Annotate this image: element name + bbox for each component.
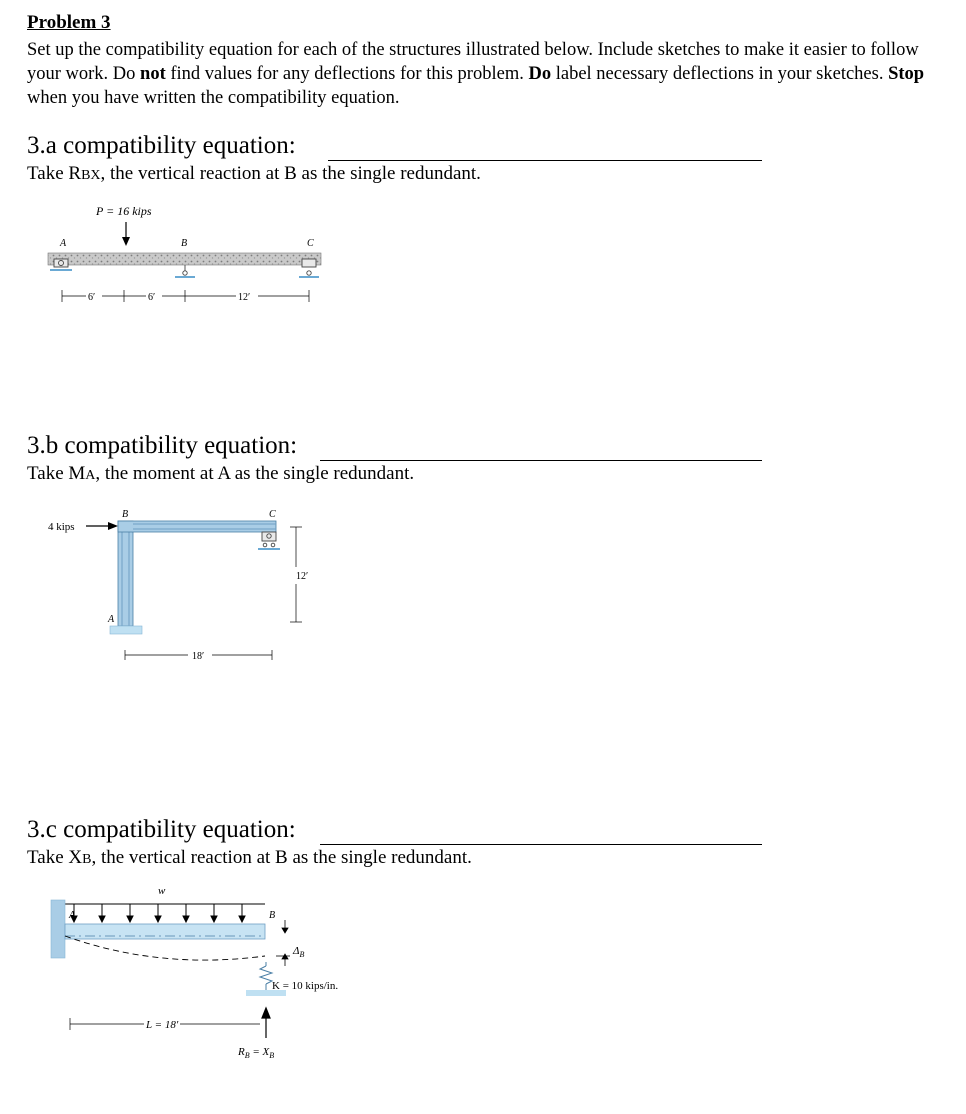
label-b-frame: B	[122, 509, 129, 520]
part-c-answer-line[interactable]	[320, 844, 762, 845]
instructions-bold-not: not	[140, 64, 166, 84]
part-b-redundant-note	[27, 463, 414, 485]
part-c-take-pre: Take X	[27, 847, 83, 868]
part-b-answer-line[interactable]	[320, 460, 762, 461]
roller-support-b	[175, 265, 195, 277]
dimension-6ft-2: 6′	[148, 292, 156, 303]
part-b-heading	[27, 431, 297, 460]
deflected-shape	[65, 936, 265, 960]
part-b-take-pre: Take M	[27, 463, 86, 484]
part-b-heading-text: 3.b compatibility equation:	[27, 432, 298, 459]
part-b-take-post: , the moment at A as the single redundant.	[95, 463, 415, 484]
part-a-take-pre: Take R	[27, 163, 82, 184]
figure-3b-frame	[40, 500, 330, 665]
dimension-18ft-horizontal: 18′	[192, 651, 205, 662]
label-b-cantilever: B	[269, 910, 276, 921]
instructions-text-2: find values for any deflections for this problem.	[165, 64, 529, 84]
delta-subscript: B	[299, 950, 305, 959]
part-c-take-sub: B	[82, 852, 92, 867]
instructions-bold-do: Do	[528, 64, 552, 84]
reaction-sub-b: B	[244, 1051, 250, 1060]
figure-3c-cantilever	[40, 880, 380, 1070]
part-a-take-post: , the vertical reaction at B as the single redundant.	[100, 163, 481, 184]
instructions-text-3: label necessary deflections in your sketches.	[551, 64, 889, 84]
label-a: A	[60, 238, 67, 249]
spring-constant-label: K = 10 kips/in.	[272, 980, 339, 992]
label-a-cantilever: A	[69, 910, 76, 921]
dimension-12ft-vertical: 12′	[296, 571, 309, 582]
load-label-w: w	[158, 885, 166, 897]
part-c-heading-text: 3.c compatibility equation:	[27, 816, 296, 843]
part-c-redundant-note	[27, 847, 472, 869]
reaction-arrow-rb	[262, 1008, 270, 1038]
distributed-load	[65, 904, 265, 922]
instructions-text-1: Set up the compatibility equation for each of the structures illustrated below. Include sketches to make it easier to follow your work. Do	[27, 40, 919, 84]
horizontal-load-arrow	[86, 522, 118, 530]
instructions-text-4: when you have written the compatibility equation.	[27, 88, 400, 108]
label-b: B	[181, 238, 188, 249]
figure-3a-beam	[40, 200, 340, 315]
reaction-r: R	[238, 1046, 245, 1058]
roller-support-c-frame	[258, 532, 280, 549]
reaction-label	[237, 1046, 274, 1060]
part-a-heading	[27, 131, 296, 160]
problem-title: Problem 3	[27, 12, 111, 33]
delta-b-label	[292, 945, 304, 959]
reaction-equals-x: = X	[249, 1046, 270, 1058]
dimension-6ft-1: 6′	[88, 292, 96, 303]
label-c: C	[307, 238, 314, 249]
label-a-frame: A	[108, 614, 115, 625]
reaction-sub-b2: B	[269, 1051, 275, 1060]
delta-b-arrows	[276, 920, 290, 966]
part-b-take-sub: A	[85, 468, 96, 483]
spring-support	[260, 962, 272, 990]
concrete-beam	[48, 253, 321, 265]
part-c-heading	[27, 815, 296, 844]
problem-instructions	[27, 38, 947, 110]
label-c-frame: C	[269, 509, 276, 520]
frame-column	[118, 521, 133, 626]
fixed-wall-a	[51, 900, 65, 958]
fixed-support-a	[110, 626, 142, 634]
length-label: L = 18′	[146, 1019, 179, 1031]
part-a-take-sub: BX	[81, 168, 101, 183]
delta-symbol: Δ	[293, 945, 300, 957]
frame-girder	[118, 521, 276, 532]
part-a-heading-text: 3.a compatibility equation:	[27, 132, 296, 159]
part-c-take-post: , the vertical reaction at B as the single redundant.	[91, 847, 472, 868]
load-label-p: P = 16 kips	[96, 204, 152, 218]
dimension-line-a	[62, 290, 309, 302]
load-label-4kips: 4 kips	[48, 521, 75, 533]
dimension-12ft: 12′	[238, 292, 251, 303]
point-load-arrow	[122, 222, 130, 246]
part-a-redundant-note	[27, 163, 481, 185]
part-a-answer-line[interactable]	[328, 160, 762, 161]
instructions-bold-stop: Stop	[888, 64, 925, 84]
roller-support-c	[299, 259, 319, 277]
cantilever-beam	[65, 924, 265, 939]
